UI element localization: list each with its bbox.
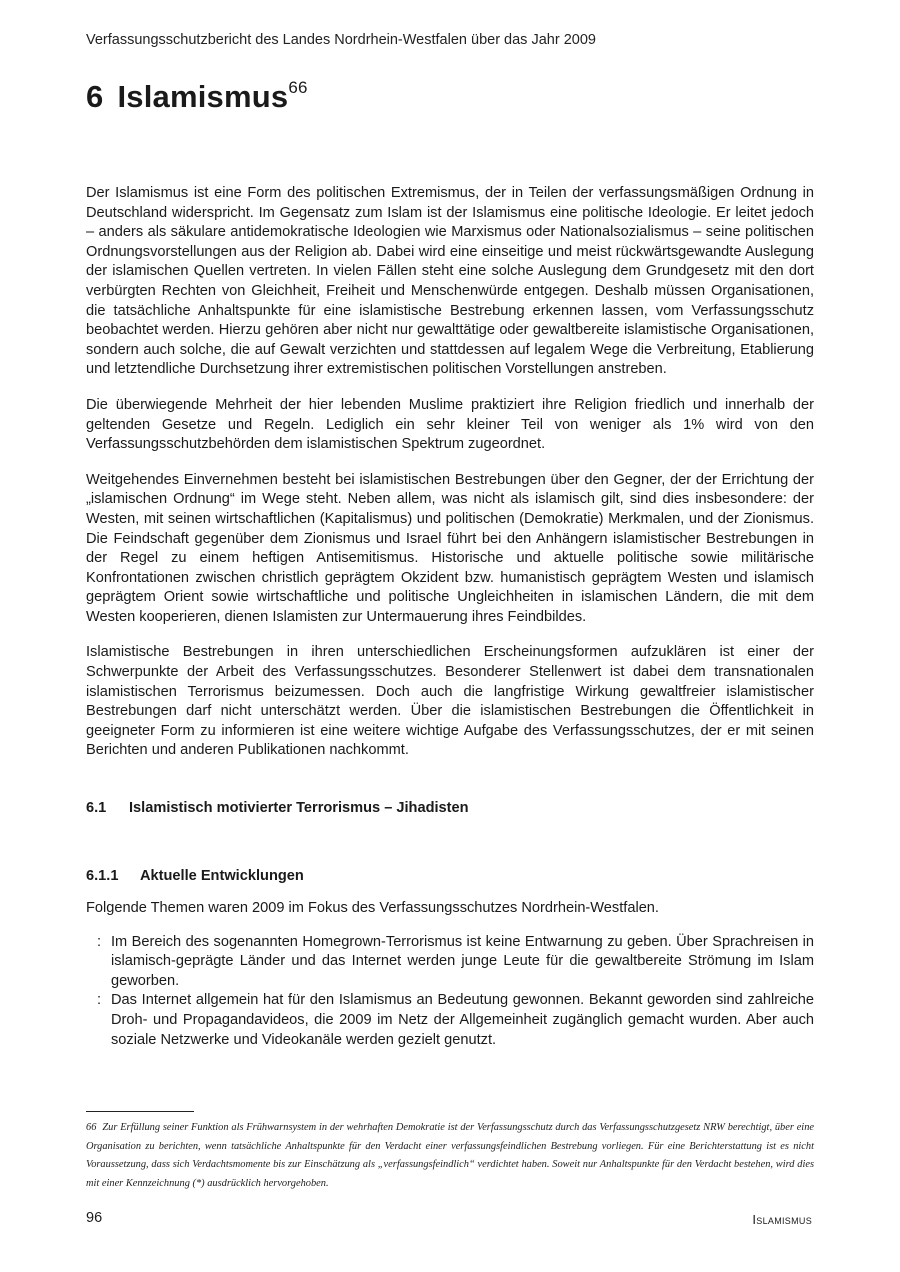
page-number: 96 (86, 1210, 103, 1226)
subsection-intro: Folgende Themen waren 2009 im Fokus des Verfassungsschutzes Nordrhein-Westfalen. (86, 900, 659, 917)
footnote-text: Zur Erfüllung seiner Funktion als Frühwarnsystem in der wehrhaften Demokratie ist der Verfassungsschutz durch das Verfassungsschutzgesetz NRW berechtigt, über eine Organisation zu berichten, wenn tatsächliche Anhaltspunkte für den Verdacht einer verfassungsfeindlichen Bestrebung vorliegen. Für eine Berichterstattung ist es nicht Voraussetzung, dass sich Verdachtsmomente bis zur Einschätzung als „verfassungsfeindlich“ verdichtet haben. Soweit nur Anhaltspunkte für den Verdacht bestehen, wird dies mit einer Kennzeichnung (*) ausdrücklich hervorgehoben. (86, 1122, 814, 1189)
chapter-title-text: Islamismus (117, 79, 289, 114)
section-heading-6-1-1 (86, 866, 814, 886)
subsection-title: Aktuelle Entwicklungen (140, 868, 304, 885)
chapter-number: 6 (86, 79, 104, 114)
footer-section-label: Islamismus (752, 1212, 812, 1227)
section-heading-6-1 (86, 798, 814, 818)
paragraph-enemy-image: Weitgehendes Einvernehmen besteht bei islamistischen Bestrebungen über den Gegner, der der Errichtung der „islamischen Ordnung“ im Wege steht. Neben allem, was nicht als islamisch gilt, sind dies insbesondere: der Westen, mit seinen wirtschaftlichen (Kapitalismus) und politischen (Demokratie) Merkmalen, und der Zionismus. Die Feindschaft gegenüber dem Zionismus und Israel führt bei den Anhängern islamistischer Bestrebungen in der Regel zu einem heftigen Antisemitismus. Historische und aktuelle politische sowie militärische Konfrontationen zwischen christlich geprägtem Okzident bzw. humanistisch geprägtem Westen und islamisch geprägtem Orient sowie wirtschaftliche und politische Ungleichheiten in islamischen Ländern, die mit dem Westen kooperieren, dienen Islamisten zur Untermauerung ihres Feindbildes. (86, 471, 814, 625)
footnote-reference[interactable]: 66 (288, 78, 308, 97)
body-text (86, 184, 814, 1050)
chapter-title (86, 78, 308, 115)
subsection-number: 6.1.1 (86, 868, 119, 885)
topic-list (86, 933, 814, 1051)
document-page (86, 0, 814, 1272)
list-item (86, 933, 814, 992)
footnote-divider (86, 1111, 194, 1112)
running-head: Verfassungsschutzbericht des Landes Nordrhein-Westfalen über das Jahr 2009 (86, 32, 596, 48)
footnote-number: 66 (86, 1122, 97, 1133)
list-item-text: Das Internet allgemein hat für den Islamismus an Bedeutung gewonnen. Bekannt geworden sind zahlreiche Droh- und Propagandavideos, die 2009 im Netz der Allgemeinheit zugänglich gemacht wurden. Aber auch soziale Netzwerke und Videokanäle werden gezielt genutzt. (111, 992, 814, 1048)
paragraph-majority: Die überwiegende Mehrheit der hier lebenden Muslime praktiziert ihre Religion friedlich und innerhalb der geltenden Gesetze und Regeln. Lediglich ein sehr kleiner Teil von weniger als 1% wird von den Verfassungsschutzbehörden dem islamistischen Spektrum zugeordnet. (86, 396, 814, 453)
paragraph-intro: Der Islamismus ist eine Form des politischen Extremismus, der in Teilen der verfassungsmäßigen Ordnung in Deutschland widerspricht. Im Gegensatz zum Islam ist der Islamismus eine politische Ideologie. Er leitet jedoch – anders als säkulare antidemokratische Ideologien wie Marxismus oder Nationalsozialismus – seine politischen Ordnungsvorstellungen aus der Religion ab. Dabei wird eine einseitige und meist rückwärtsgewandte Auslegung der islamischen Quellen vertreten. In vielen Fällen steht eine solche Auslegung dem Grundgesetz mit den dort verbürgten Rechten von Gleichheit, Freiheit und Menschenwürde entgegen. Deshalb müssen Organisationen, die tatsächliche Anhaltspunkte für eine islamistische Bestrebung erkennen lassen, vom Verfassungsschutz beobachtet werden. Hierzu gehören aber nicht nur gewalttätige oder gewaltbereite islamistische Organisationen, sondern auch solche, die auf Gewalt verzichten und stattdessen auf legalem Wege die Verbreitung, Etablierung und letztendliche Durchsetzung ihrer extremistischen politischen Vorstellungen anstreben. (86, 185, 814, 378)
bullet-marker: : (97, 992, 102, 1009)
list-item-text: Im Bereich des sogenannten Homegrown-Terrorismus ist keine Entwarnung zu geben. Über Sprachreisen in islamisch-geprägte Länder und das Internet werden junge Leute für die gewaltbereite Strömung im Islam geworben. (111, 933, 814, 989)
section-number: 6.1 (86, 800, 107, 817)
section-title: Islamistisch motivierter Terrorismus – Jihadisten (129, 800, 469, 817)
bullet-marker: : (97, 933, 102, 950)
list-item (86, 991, 814, 1050)
paragraph-mission: Islamistische Bestrebungen in ihren unterschiedlichen Erscheinungsformen aufzuklären ist einer der Schwerpunkte der Arbeit des Verfassungsschutzes. Besonderer Stellenwert ist dabei dem transnationalen islamistischen Terrorismus beizumessen. Doch auch die langfristige Wirkung gewaltfreier islamistischer Bestrebungen darf nicht unterschätzt werden. Über die islamistischen Bestrebungen die Öffentlichkeit in geeigneter Form zu informieren ist eine weitere wichtige Aufgabe des Verfassungsschutzes, der er mit seinen Berichten und anderen Publikationen nachkommt. (86, 644, 814, 759)
footnote (86, 1119, 814, 1193)
